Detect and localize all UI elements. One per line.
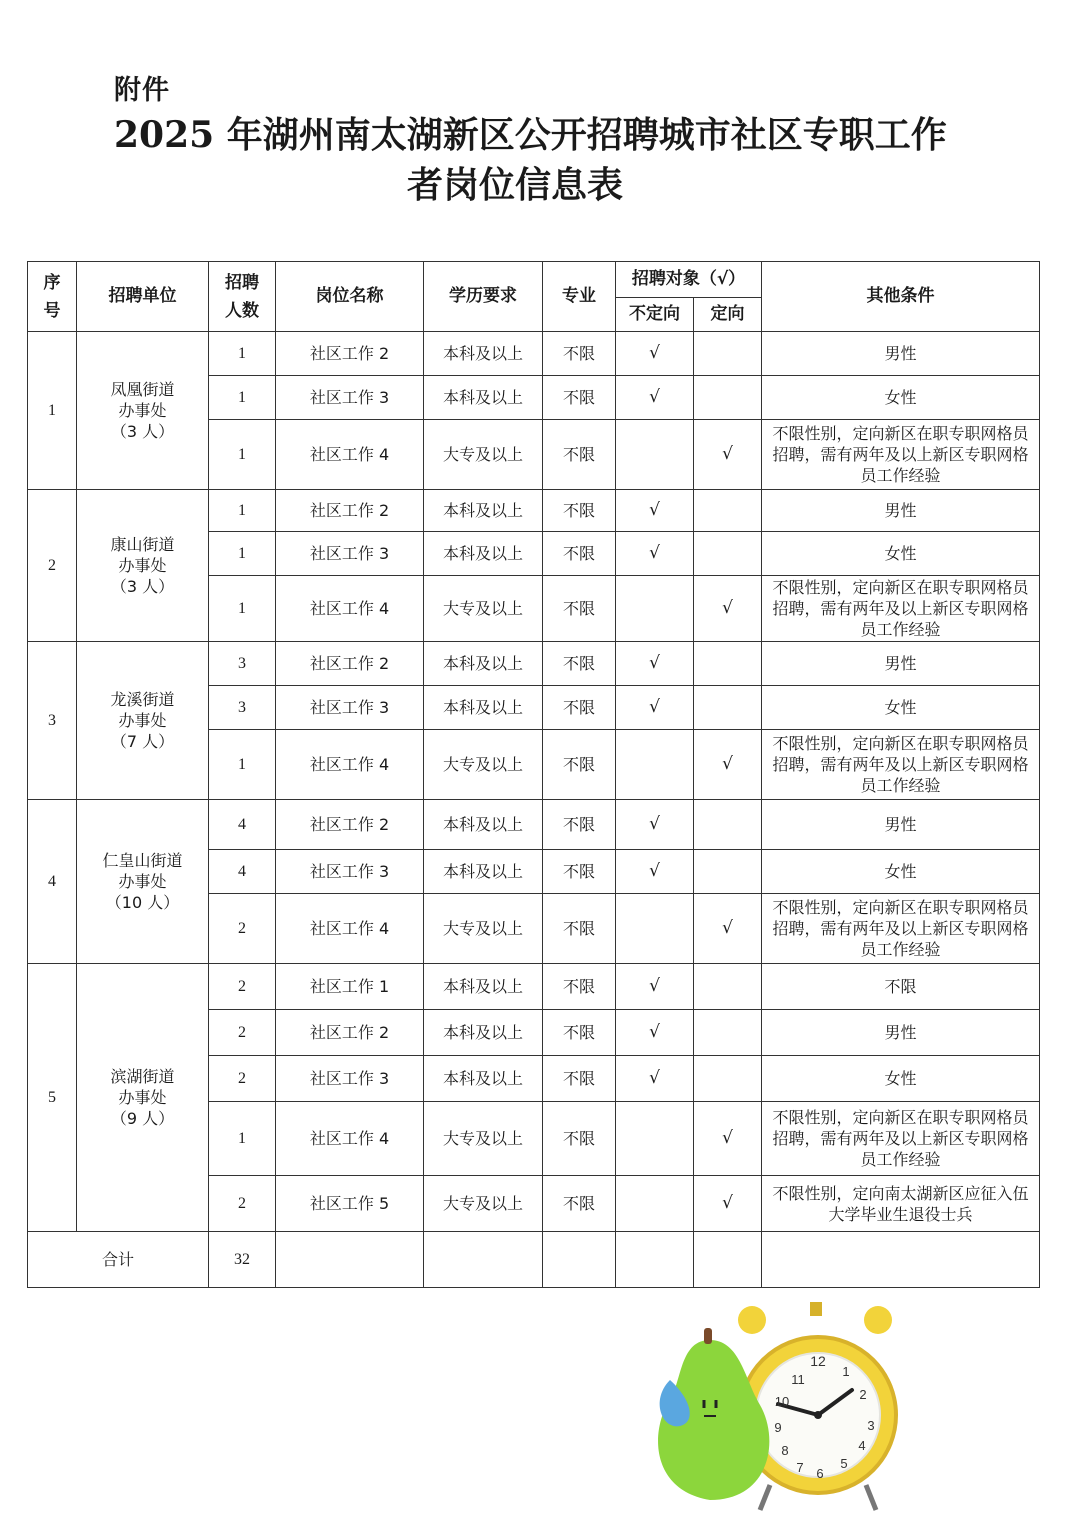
- education-cell: 大专及以上: [424, 420, 543, 490]
- title-line-2: 者岗位信息表: [406, 164, 623, 206]
- major-cell: 不限: [543, 532, 616, 576]
- recruiting-unit: [77, 964, 209, 1232]
- major-cell: 不限: [543, 964, 616, 1010]
- education-cell: 本科及以上: [424, 642, 543, 686]
- svg-text:3: 3: [867, 1418, 875, 1433]
- major-cell: 不限: [543, 730, 616, 800]
- target-directed-cell: √: [694, 1176, 762, 1232]
- other-condition-cell: 不限: [762, 964, 1040, 1010]
- col-target: 招聘对象（√）: [616, 262, 762, 298]
- target-directed-cell: [694, 964, 762, 1010]
- row-seq: 4: [28, 800, 77, 964]
- count-cell: 1: [209, 730, 276, 800]
- target-directed-cell: [694, 686, 762, 730]
- svg-text:4: 4: [858, 1438, 866, 1453]
- count-cell: 1: [209, 420, 276, 490]
- recruiting-unit: [77, 642, 209, 800]
- count-cell: 3: [209, 686, 276, 730]
- unit-count: （7 人）: [110, 732, 175, 751]
- target-directed-cell: [694, 376, 762, 420]
- table-row: [28, 800, 1040, 850]
- target-open-cell: √: [616, 964, 694, 1010]
- major-cell: 不限: [543, 576, 616, 642]
- position-cell: 社区工作 2: [276, 642, 424, 686]
- col-position: 岗位名称: [276, 262, 424, 332]
- position-cell: 社区工作 5: [276, 1176, 424, 1232]
- other-condition-cell: 不限性别，定向新区在职专职网格员招聘，需有两年及以上新区专职网格员工作经验: [762, 576, 1040, 642]
- count-cell: 2: [209, 964, 276, 1010]
- row-seq: 1: [28, 332, 77, 490]
- recruiting-unit: [77, 800, 209, 964]
- education-cell: 本科及以上: [424, 376, 543, 420]
- education-cell: 大专及以上: [424, 1176, 543, 1232]
- target-directed-cell: [694, 332, 762, 376]
- svg-text:2: 2: [859, 1387, 867, 1402]
- education-cell: 大专及以上: [424, 576, 543, 642]
- svg-text:8: 8: [781, 1443, 789, 1458]
- recruiting-unit: [77, 332, 209, 490]
- unit-name: 滨湖街道: [110, 1067, 175, 1086]
- count-cell: 2: [209, 1176, 276, 1232]
- position-cell: 社区工作 2: [276, 332, 424, 376]
- unit-office: 办事处: [118, 556, 167, 575]
- position-cell: 社区工作 3: [276, 376, 424, 420]
- alarm-clock-icon: [738, 1302, 896, 1510]
- other-condition-cell: 女性: [762, 532, 1040, 576]
- col-target-directed: 定向: [694, 298, 762, 332]
- major-cell: 不限: [543, 332, 616, 376]
- target-directed-cell: √: [694, 420, 762, 490]
- target-directed-cell: [694, 642, 762, 686]
- svg-text:6: 6: [816, 1466, 824, 1481]
- other-condition-cell: 不限性别，定向南太湖新区应征入伍大学毕业生退役士兵: [762, 1176, 1040, 1232]
- major-cell: 不限: [543, 800, 616, 850]
- col-count: 招聘人数: [209, 262, 276, 332]
- other-condition-cell: 不限性别，定向新区在职专职网格员招聘，需有两年及以上新区专职网格员工作经验: [762, 420, 1040, 490]
- target-open-cell: √: [616, 1010, 694, 1056]
- position-cell: 社区工作 4: [276, 730, 424, 800]
- target-open-cell: [616, 576, 694, 642]
- unit-count: （3 人）: [110, 577, 175, 596]
- target-open-cell: [616, 1102, 694, 1176]
- position-cell: 社区工作 4: [276, 420, 424, 490]
- target-directed-cell: √: [694, 1102, 762, 1176]
- education-cell: 本科及以上: [424, 490, 543, 532]
- col-unit: 招聘单位: [77, 262, 209, 332]
- unit-name: 龙溪街道: [110, 690, 175, 709]
- table-row: [28, 964, 1040, 1010]
- education-cell: 本科及以上: [424, 1010, 543, 1056]
- unit-count: （10 人）: [105, 893, 180, 912]
- count-cell: 1: [209, 576, 276, 642]
- target-open-cell: [616, 420, 694, 490]
- count-cell: 4: [209, 850, 276, 894]
- position-cell: 社区工作 3: [276, 1056, 424, 1102]
- svg-text:10: 10: [774, 1394, 790, 1409]
- position-cell: 社区工作 4: [276, 576, 424, 642]
- count-cell: 1: [209, 532, 276, 576]
- position-cell: 社区工作 3: [276, 850, 424, 894]
- svg-text:12: 12: [810, 1353, 826, 1369]
- major-cell: 不限: [543, 490, 616, 532]
- position-cell: 社区工作 2: [276, 1010, 424, 1056]
- other-condition-cell: 男性: [762, 800, 1040, 850]
- target-directed-cell: [694, 800, 762, 850]
- other-condition-cell: 男性: [762, 332, 1040, 376]
- target-open-cell: [616, 1176, 694, 1232]
- target-open-cell: √: [616, 532, 694, 576]
- col-other: 其他条件: [762, 262, 1040, 332]
- unit-office: 办事处: [118, 872, 167, 891]
- col-seq: 序号: [28, 262, 77, 332]
- major-cell: 不限: [543, 894, 616, 964]
- major-cell: 不限: [543, 1176, 616, 1232]
- target-directed-cell: [694, 1010, 762, 1056]
- position-cell: 社区工作 2: [276, 800, 424, 850]
- total-value: 32: [209, 1232, 276, 1288]
- svg-text:11: 11: [791, 1372, 805, 1387]
- position-cell: 社区工作 4: [276, 1102, 424, 1176]
- col-major: 专业: [543, 262, 616, 332]
- count-cell: 1: [209, 490, 276, 532]
- education-cell: 大专及以上: [424, 730, 543, 800]
- page-title: [80, 112, 950, 208]
- education-cell: 本科及以上: [424, 1056, 543, 1102]
- position-cell: 社区工作 2: [276, 490, 424, 532]
- other-condition-cell: 不限性别，定向新区在职专职网格员招聘，需有两年及以上新区专职网格员工作经验: [762, 730, 1040, 800]
- row-seq: 5: [28, 964, 77, 1232]
- target-directed-cell: √: [694, 576, 762, 642]
- education-cell: 本科及以上: [424, 686, 543, 730]
- position-cell: 社区工作 3: [276, 686, 424, 730]
- unit-office: 办事处: [118, 401, 167, 420]
- unit-office: 办事处: [118, 711, 167, 730]
- svg-text:1: 1: [842, 1364, 850, 1379]
- other-condition-cell: 不限性别，定向新区在职专职网格员招聘，需有两年及以上新区专职网格员工作经验: [762, 894, 1040, 964]
- col-education: 学历要求: [424, 262, 543, 332]
- count-cell: 2: [209, 894, 276, 964]
- table-row: [28, 642, 1040, 686]
- target-open-cell: √: [616, 850, 694, 894]
- position-cell: 社区工作 3: [276, 532, 424, 576]
- table-row: [28, 490, 1040, 532]
- unit-count: （9 人）: [110, 1109, 175, 1128]
- count-cell: 1: [209, 376, 276, 420]
- target-open-cell: [616, 894, 694, 964]
- count-cell: 2: [209, 1056, 276, 1102]
- unit-name: 仁皇山街道: [102, 851, 183, 870]
- target-directed-cell: [694, 490, 762, 532]
- unit-name: 康山街道: [110, 535, 175, 554]
- education-cell: 本科及以上: [424, 964, 543, 1010]
- major-cell: 不限: [543, 420, 616, 490]
- recruiting-unit: [77, 490, 209, 642]
- education-cell: 本科及以上: [424, 532, 543, 576]
- target-open-cell: √: [616, 642, 694, 686]
- major-cell: 不限: [543, 686, 616, 730]
- major-cell: 不限: [543, 642, 616, 686]
- education-cell: 本科及以上: [424, 850, 543, 894]
- unit-name: 凤凰街道: [110, 380, 175, 399]
- other-condition-cell: 女性: [762, 850, 1040, 894]
- svg-text:5: 5: [840, 1456, 848, 1471]
- education-cell: 大专及以上: [424, 1102, 543, 1176]
- count-cell: 4: [209, 800, 276, 850]
- attachment-label: 附件: [114, 75, 170, 106]
- position-cell: 社区工作 4: [276, 894, 424, 964]
- education-cell: 本科及以上: [424, 332, 543, 376]
- target-directed-cell: [694, 850, 762, 894]
- svg-text:9: 9: [774, 1420, 782, 1435]
- col-target-open: 不定向: [616, 298, 694, 332]
- count-cell: 2: [209, 1010, 276, 1056]
- other-condition-cell: 不限性别，定向新区在职专职网格员招聘，需有两年及以上新区专职网格员工作经验: [762, 1102, 1040, 1176]
- row-seq: 2: [28, 490, 77, 642]
- education-cell: 大专及以上: [424, 894, 543, 964]
- major-cell: 不限: [543, 1056, 616, 1102]
- target-open-cell: √: [616, 800, 694, 850]
- target-directed-cell: [694, 1056, 762, 1102]
- pear-clock-sticker: [640, 1300, 940, 1528]
- svg-text:7: 7: [796, 1460, 804, 1475]
- count-cell: 3: [209, 642, 276, 686]
- unit-office: 办事处: [118, 1088, 167, 1107]
- major-cell: 不限: [543, 1010, 616, 1056]
- pear-character-icon: [658, 1328, 769, 1500]
- other-condition-cell: 女性: [762, 686, 1040, 730]
- target-open-cell: √: [616, 686, 694, 730]
- table-row: [28, 332, 1040, 376]
- unit-count: （3 人）: [110, 422, 175, 441]
- target-open-cell: √: [616, 332, 694, 376]
- title-line-1: 2025 年湖州南太湖新区公开招聘城市社区专职工作: [114, 114, 947, 156]
- other-condition-cell: 女性: [762, 1056, 1040, 1102]
- total-label: 合计: [28, 1232, 209, 1288]
- target-open-cell: [616, 730, 694, 800]
- target-open-cell: √: [616, 490, 694, 532]
- count-cell: 1: [209, 332, 276, 376]
- target-directed-cell: √: [694, 894, 762, 964]
- target-open-cell: √: [616, 1056, 694, 1102]
- major-cell: 不限: [543, 1102, 616, 1176]
- education-cell: 本科及以上: [424, 800, 543, 850]
- count-cell: 1: [209, 1102, 276, 1176]
- position-cell: 社区工作 1: [276, 964, 424, 1010]
- other-condition-cell: 男性: [762, 490, 1040, 532]
- other-condition-cell: 女性: [762, 376, 1040, 420]
- major-cell: 不限: [543, 850, 616, 894]
- target-open-cell: √: [616, 376, 694, 420]
- other-condition-cell: 男性: [762, 642, 1040, 686]
- job-info-table: [27, 261, 1040, 1288]
- other-condition-cell: 男性: [762, 1010, 1040, 1056]
- target-directed-cell: √: [694, 730, 762, 800]
- row-seq: 3: [28, 642, 77, 800]
- target-directed-cell: [694, 532, 762, 576]
- major-cell: 不限: [543, 376, 616, 420]
